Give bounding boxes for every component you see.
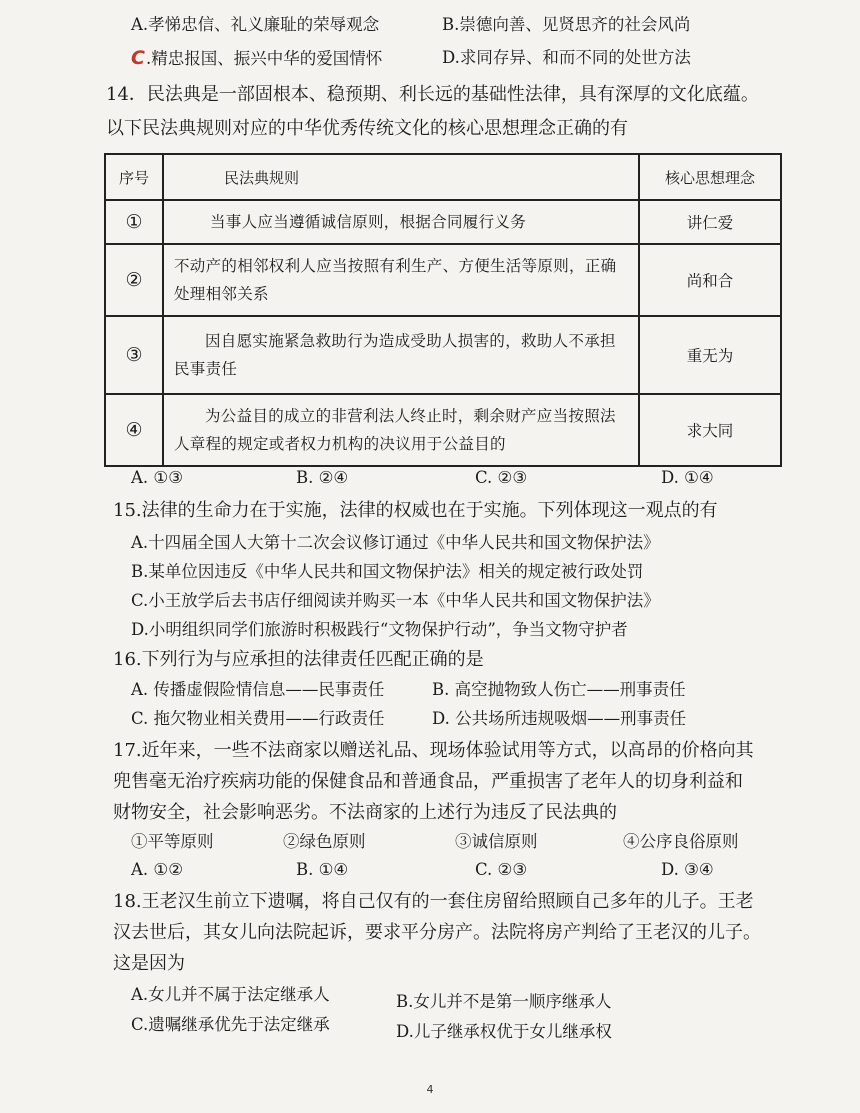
q17-option-d: D. ③④ — [661, 860, 714, 879]
row-idea: 尚和合 — [639, 244, 781, 316]
q18-stem-line3: 这是因为 — [113, 953, 185, 974]
q18-stem-line1: 18.王老汉生前立下遗嘱，将自己仅有的一套住房留给照顾自己多年的儿子。王老 — [113, 891, 754, 912]
q16-option-a: A. 传播虚假险情信息——民事责任 — [131, 680, 385, 699]
q16-stem: 16.下列行为与应承担的法律责任匹配正确的是 — [113, 649, 484, 670]
table-header-row — [105, 154, 781, 200]
header-number: 序号 — [105, 154, 163, 200]
q17-item-2: ②绿色原则 — [283, 832, 366, 851]
q18-stem-line2: 汉去世后，其女儿向法院起诉，要求平分房产。法院将房产判给了王老汉的儿子。 — [113, 922, 761, 943]
q15-option-c: C.小王放学后去书店仔细阅读并购买一本《中华人民共和国文物保护法》 — [131, 591, 660, 610]
q18-option-a: A.女儿并不属于法定继承人 — [131, 985, 330, 1004]
q16-option-b: B. 高空抛物致人伤亡——刑事责任 — [432, 680, 686, 699]
page-number: 4 — [426, 1083, 434, 1096]
q13-option-a: A.孝悌忠信、礼义廉耻的荣辱观念 — [131, 15, 380, 34]
q15-option-a: A.十四届全国人大第十二次会议修订通过《中华人民共和国文物保护法》 — [131, 533, 660, 552]
q17-item-3: ③诚信原则 — [455, 832, 538, 851]
row-idea: 求大同 — [639, 394, 781, 466]
q15-option-d: D.小明组织同学们旅游时积极践行“文物保护行动”，争当文物守护者 — [131, 620, 628, 639]
q13-option-b: B.崇德向善、见贤思齐的社会风尚 — [442, 15, 691, 34]
q17-item-4: ④公序良俗原则 — [623, 832, 739, 851]
q14-stem-line2: 以下民法典规则对应的中华优秀传统文化的核心思想理念正确的有 — [106, 118, 628, 139]
table-row — [105, 316, 781, 394]
q15-option-b: B.某单位因违反《中华人民共和国文物保护法》相关的规定被行政处罚 — [131, 562, 644, 581]
q13-option-c-text: .精忠报国、振兴中华的爱国情怀 — [145, 49, 383, 68]
q15-stem: 15.法律的生命力在于实施，法律的权威也在于实施。下列体现这一观点的有 — [113, 500, 718, 521]
row-rule: 不动产的相邻权利人应当按照有利生产、方便生活等原则，正确处理相邻关系 — [163, 244, 639, 316]
table-row — [105, 394, 781, 466]
q18-option-b: B.女儿并不是第一顺序继承人 — [396, 992, 612, 1011]
row-rule: 因自愿实施紧急救助行为造成受助人损害的，救助人不承担民事责任 — [163, 316, 639, 394]
q17-stem-line2: 兜售毫无治疗疾病功能的保健食品和普通食品，严重损害了老年人的切身利益和 — [113, 771, 743, 792]
table-row — [105, 200, 781, 244]
q16-option-c: C. 拖欠物业相关费用——行政责任 — [131, 709, 385, 728]
header-rule: 民法典规则 — [163, 154, 639, 200]
q17-stem-line1: 17.近年来，一些不法商家以赠送礼品、现场体验试用等方式，以高昂的价格向其 — [113, 740, 754, 761]
q14-option-c: C. ②③ — [475, 468, 528, 487]
q16-option-d: D. 公共场所违规吸烟——刑事责任 — [432, 709, 687, 728]
q18-option-c: C.遗嘱继承优先于法定继承 — [131, 1015, 330, 1034]
q14-stem-line1: 14．民法典是一部固根本、稳预期、利长远的基础性法律，具有深厚的文化底蕴。 — [106, 84, 759, 105]
handwritten-answer-mark: C — [131, 47, 145, 69]
q13-option-d: D.求同存异、和而不同的处世方法 — [442, 48, 691, 67]
row-number: ① — [105, 200, 163, 244]
q17-option-c: C. ②③ — [475, 860, 528, 879]
row-rule: 为公益目的成立的非营利法人终止时，剩余财产应当按照法人章程的规定或者权力机构的决议用于公益目的 — [163, 394, 639, 466]
row-idea: 重无为 — [639, 316, 781, 394]
q14-option-b: B. ②④ — [296, 468, 349, 487]
q17-option-b: B. ①④ — [296, 860, 349, 879]
q17-option-a: A. ①② — [131, 860, 183, 879]
q13-option-c — [131, 46, 382, 71]
civil-code-rules-table — [104, 153, 782, 467]
header-idea: 核心思想理念 — [639, 154, 781, 200]
q14-option-a: A. ①③ — [131, 468, 183, 487]
q14-option-d: D. ①④ — [661, 468, 714, 487]
q18-option-d: D.儿子继承权优于女儿继承权 — [396, 1022, 612, 1041]
q17-stem-line3: 财物安全，社会影响恶劣。不法商家的上述行为违反了民法典的 — [113, 802, 617, 823]
row-number: ② — [105, 244, 163, 316]
row-number: ③ — [105, 316, 163, 394]
row-rule: 当事人应当遵循诚信原则，根据合同履行义务 — [163, 200, 639, 244]
q17-item-1: ①平等原则 — [131, 832, 214, 851]
row-number: ④ — [105, 394, 163, 466]
row-idea: 讲仁爱 — [639, 200, 781, 244]
table-row — [105, 244, 781, 316]
